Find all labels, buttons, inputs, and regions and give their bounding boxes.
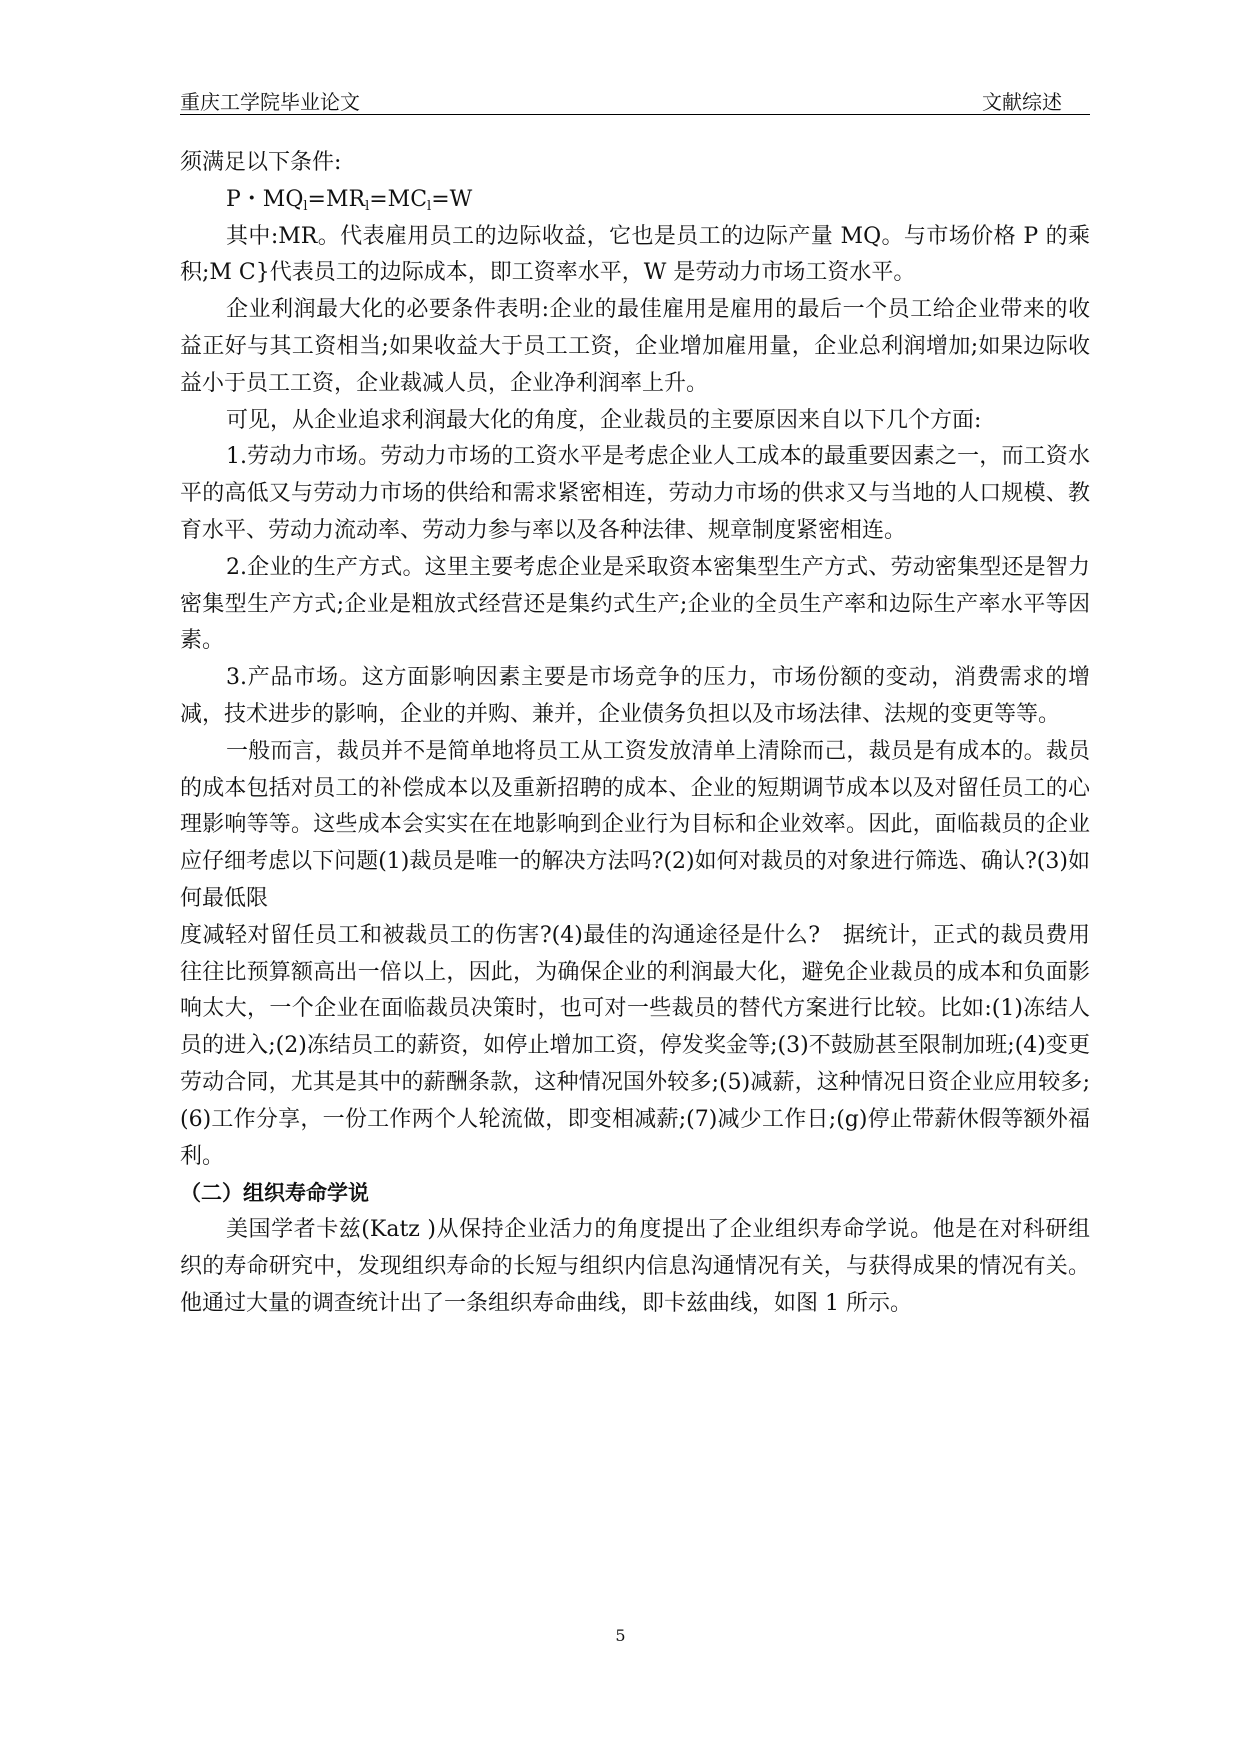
section-heading: （二）组织寿命学说 <box>180 1181 369 1206</box>
header-title: 重庆工学院毕业论文 <box>180 90 360 114</box>
formula: P・$MQ_l=MR_l=MC_l=W$ <box>226 186 473 214</box>
page-number: 5 <box>615 1626 626 1645</box>
paragraph: 须满足以下条件: <box>180 150 342 175</box>
header-section: 文献综述 <box>982 90 1062 114</box>
paragraph: 1.劳动力市场。劳动力市场的工资水平是考虑企业人工成本的最重要因素之一，而工资水平的高低又与劳动力市场的供给和需求紧密相连，劳动力市场的供求又与当地的人口规模、教育水平、劳动力流动率、劳动力参与率以及各种法律、规章制度紧密相连。 <box>180 444 1090 543</box>
paragraph: 美国学者卡兹(Katz )从保持企业活力的角度提出了企业组织寿命学说。他是在对科研组织的寿命研究中，发现组织寿命的长短与组织内信息沟通情况有关，与获得成果的情况有关。他通过大量的调查统计出了一条组织寿命曲线，即卡兹曲线，如图 1 所示。 <box>180 1217 1090 1316</box>
header-rule <box>180 114 1090 115</box>
paragraph: 2.企业的生产方式。这里主要考虑企业是采取资本密集型生产方式、劳动密集型还是智力密集型生产方式;企业是粗放式经营还是集约式生产;企业的全员生产率和边际生产率水平等因素。 <box>180 554 1090 654</box>
paragraph: 企业利润最大化的必要条件表明:企业的最佳雇用是雇用的最后一个员工给企业带来的收益正好与其工资相当;如果收益大于员工工资，企业增加雇用量，企业总利润增加;如果边际收益小于员工工资，企业裁减人员，企业净利润率上升。 <box>180 297 1090 396</box>
paragraph: 3.产品市场。这方面影响因素主要是市场竞争的压力，市场份额的变动，消费需求的增减，技术进步的影响，企业的并购、兼并，企业债务负担以及市场法律、法规的变更等等。 <box>180 665 1090 727</box>
paragraph: 可见，从企业追求利润最大化的角度，企业裁员的主要原因来自以下几个方面: <box>226 407 982 433</box>
body-text <box>180 145 1090 1323</box>
paragraph: 度减轻对留任员工和被裁员工的伤害?(4)最佳的沟通途径是什么? 据统计，正式的裁员费用往往比预算额高出一倍以上，因此，为确保企业的利润最大化，避免企业裁员的成本和负面影响太大，一个企业在面临裁员决策时，也可对一些裁员的替代方案进行比较。比如:(1)冻结人员的进入;(2)冻结员工的薪资，如停止增加工资，停发奖金等;(3)不鼓励甚至限制加班;(4)变更劳动合同，尤其是其中的薪酬条款，这种情况国外较多;(5)减薪，这种情况日资企业应用较多;(6)工作分享，一份工作两个人轮流做，即变相减薪;(7)减少工作日;(g)停止带薪休假等额外福利。 <box>180 922 1090 1169</box>
paragraph: 其中:MR。代表雇用员工的边际收益，它也是员工的边际产量 MQ。与市场价格 P 的乘积;M C}代表员工的边际成本，即工资率水平，W 是劳动力市场工资水平。 <box>180 223 1090 286</box>
paragraph: 一般而言，裁员并不是简单地将员工从工资发放清单上清除而己，裁员是有成本的。裁员的成本包括对员工的补偿成本以及重新招聘的成本、企业的短期调节成本以及对留任员工的心理影响等等。这些成本会实实在在地影响到企业行为目标和企业效率。因此，面临裁员的企业应仔细考虑以下问题(1)裁员是唯一的解决方法吗?(2)如何对裁员的对象进行筛选、确认?(3)如何最低限 <box>180 738 1090 911</box>
